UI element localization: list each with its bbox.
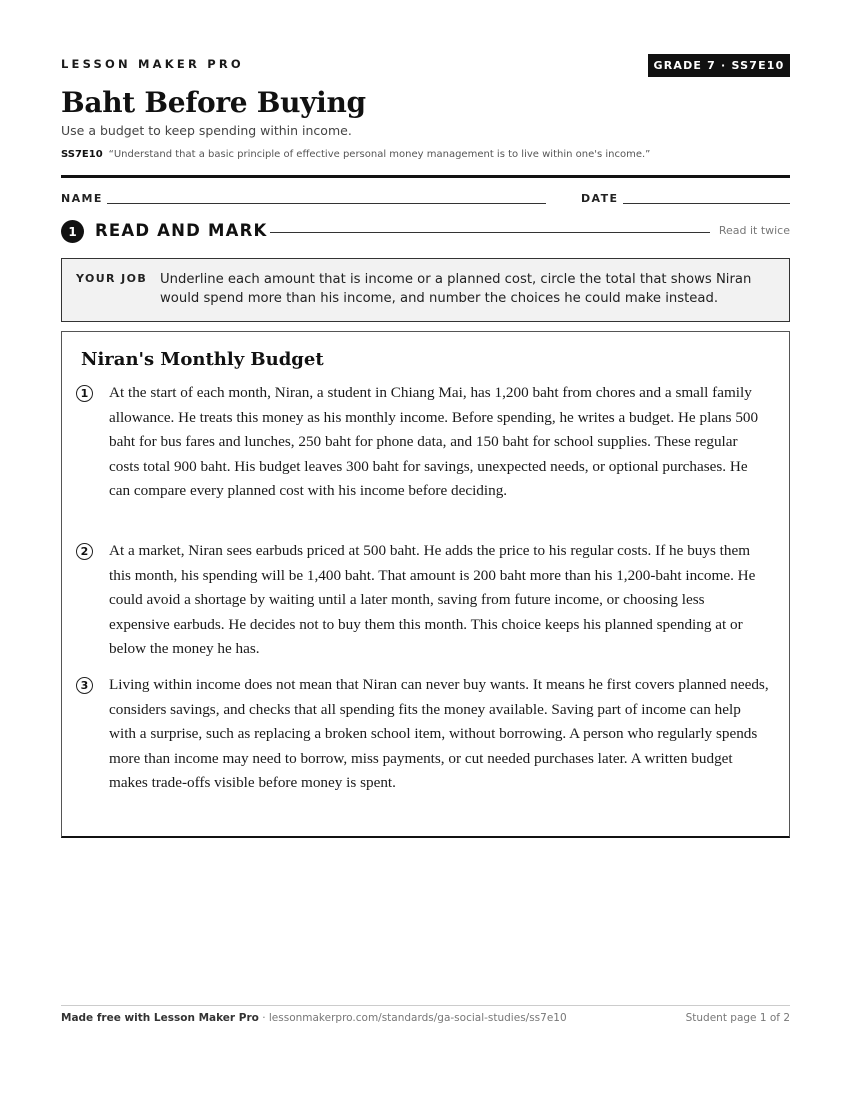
job-text: Underline each amount that is income or a planned cost, circle the total that shows Niran would spend more than his income, and number the choices he could make instead. — [160, 272, 752, 306]
standard-code: SS7E10 — [61, 149, 103, 160]
footer-url[interactable]: lessonmakerpro.com/standards/ga-social-studies/ss7e10 — [268, 1012, 567, 1024]
reading-passage — [61, 331, 790, 838]
grade-badge: GRADE 7 · SS7E10 — [648, 54, 790, 77]
footer-separator: · — [258, 1012, 269, 1024]
brand-name: LESSON MAKER PRO — [61, 57, 244, 71]
footer-credit — [61, 1012, 567, 1024]
passage-title: Niran's Monthly Budget — [81, 349, 324, 370]
paragraph-number-2: 2 — [76, 543, 93, 560]
name-label: NAME — [61, 192, 103, 205]
paragraph-number-3: 3 — [76, 677, 93, 694]
section-note: Read it twice — [718, 224, 790, 237]
date-label: DATE — [581, 192, 619, 205]
date-field[interactable] — [623, 203, 790, 204]
standard-quote: “Understand that a basic principle of effective personal money management is to live within one's income.” — [108, 149, 651, 160]
paragraph-3: Living within income does not mean that Niran can never buy wants. It means he first covers planned needs, considers savings, and checks that all spending fits the money available. Saving part of income can help with a surprise, such as replacing a broken school item, without borrowing. A person who regularly spends more than income may need to borrow, miss payments, or cut needed purchases later. A written budget makes trade-offs visible before money is spent. — [109, 676, 769, 792]
paragraph-2: At a market, Niran sees earbuds priced at 500 baht. He adds the price to his regular costs. If he buys them this month, his spending will be 1,400 baht. That amount is 200 baht more than his 1,200-baht income. He could avoid a shortage by waiting until a later month, saving from future income, or choosing less expensive earbuds. He decides not to buy them this month. This choice keeps his planned spending at or below the money he has. — [109, 542, 756, 658]
paragraph-1: At the start of each month, Niran, a student in Chiang Mai, has 1,200 baht from chores and a small family allowance. He treats this money as his monthly income. Before spending, he writes a budget. He plans 500 baht for bus fares and lunches, 250 baht for phone data, and 150 baht for school supplies. These regular costs total 900 baht. His budget leaves 300 baht for savings, unexpected needs, or optional purchases. He can compare every planned cost with his income before deciding. — [109, 384, 759, 500]
header-divider — [61, 175, 790, 178]
section-title: READ AND MARK — [95, 221, 268, 240]
paragraph-number-1: 1 — [76, 385, 93, 402]
page-subtitle: Use a budget to keep spending within income. — [61, 123, 352, 138]
footer-made-with: Made free with Lesson Maker Pro — [61, 1012, 259, 1024]
standard-line — [61, 149, 650, 160]
name-field[interactable] — [107, 203, 546, 204]
footer-divider — [61, 1005, 790, 1006]
footer-page-number: Student page 1 of 2 — [685, 1012, 790, 1024]
job-label: YOUR JOB — [76, 272, 148, 285]
page-title: Baht Before Buying — [61, 86, 366, 119]
section-number-badge: 1 — [61, 220, 84, 243]
section-divider — [270, 232, 710, 233]
job-instructions-box — [61, 258, 790, 322]
